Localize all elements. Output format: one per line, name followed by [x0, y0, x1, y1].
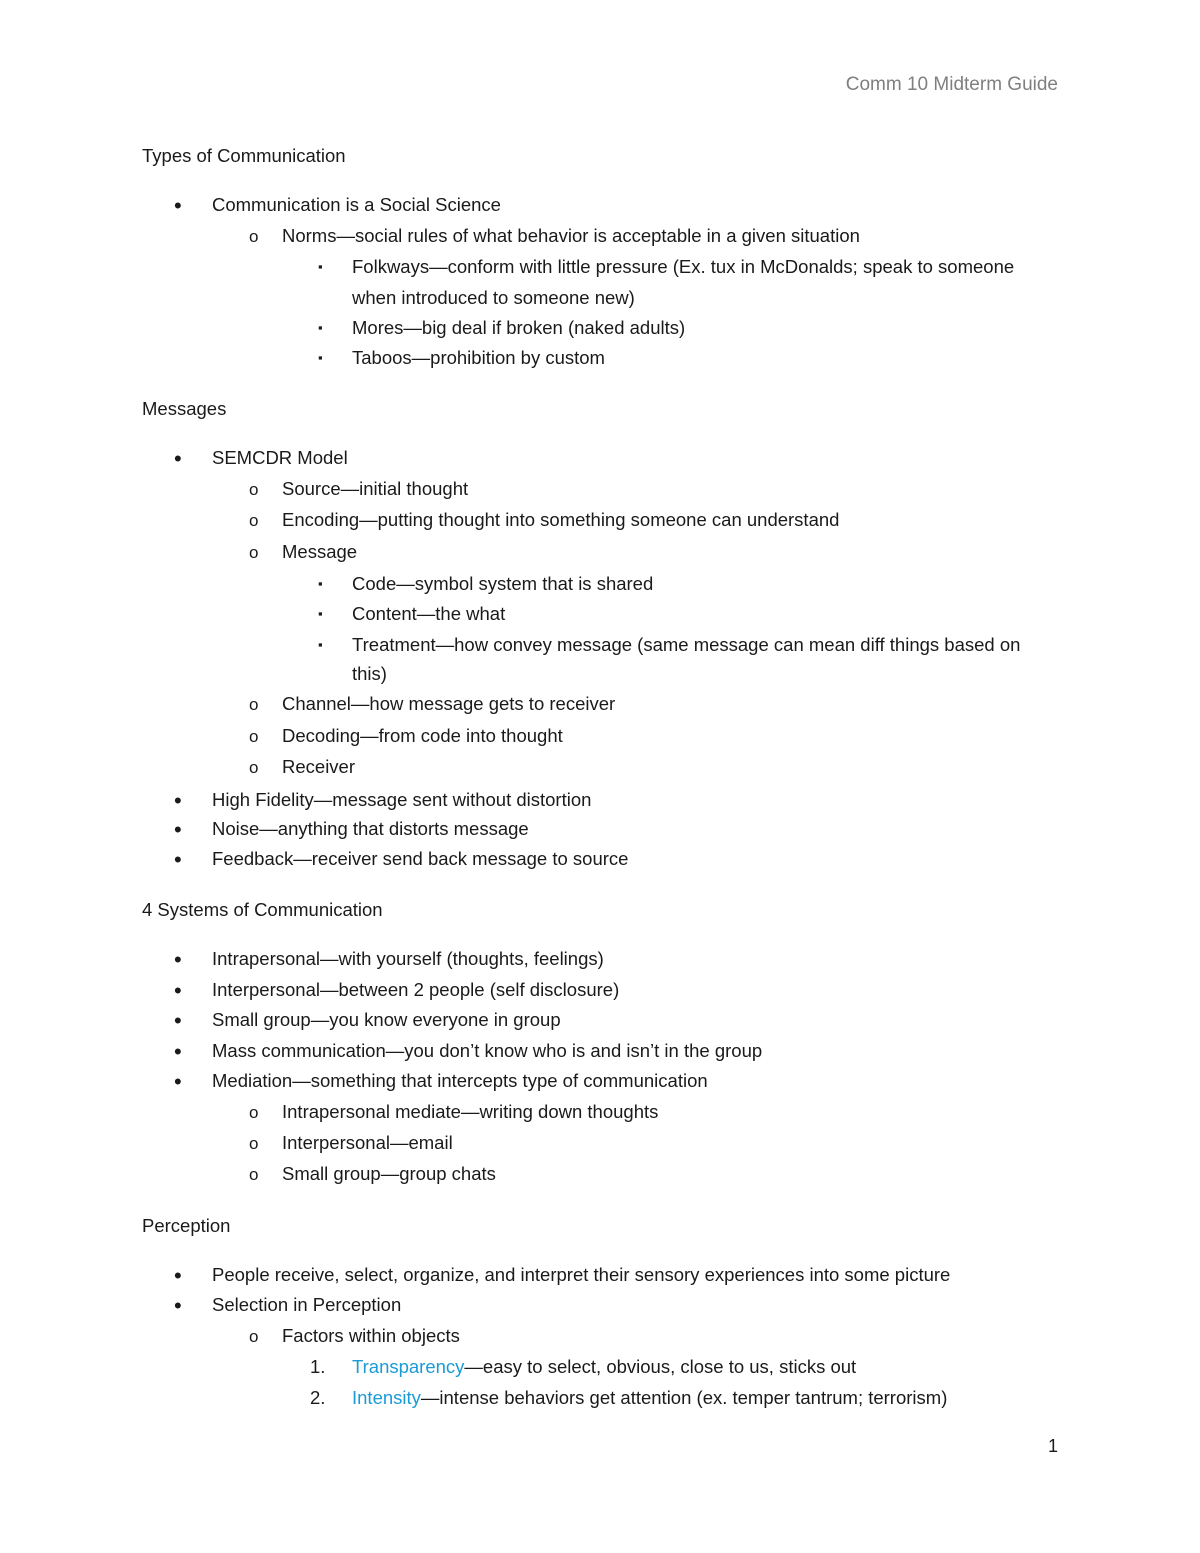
circle-bullet: o: [249, 1134, 259, 1153]
list-item: Folkways—conform with little pressure (Ex. tux in McDonalds; speak to someone: [352, 256, 1015, 277]
disc-bullet: •: [174, 1069, 182, 1094]
list-item: Interpersonal—email: [282, 1132, 453, 1153]
term-transparency: Transparency: [352, 1356, 465, 1377]
list-item: Channel—how message gets to receiver: [282, 693, 616, 714]
list-item: Taboos—prohibition by custom: [352, 347, 605, 368]
disc-bullet: •: [174, 1008, 182, 1033]
circle-bullet: o: [249, 511, 259, 530]
list-item: Interpersonal—between 2 people (self disclosure): [212, 979, 620, 1000]
list-item: Mediation—something that intercepts type of communication: [212, 1070, 708, 1091]
disc-bullet: •: [174, 1263, 182, 1288]
list-item: High Fidelity—message sent without distortion: [212, 789, 592, 810]
disc-bullet: •: [174, 1039, 182, 1064]
circle-bullet: o: [249, 480, 259, 499]
list-item: Small group—you know everyone in group: [212, 1009, 561, 1030]
list-item-continuation: this): [352, 663, 387, 684]
list-item: Treatment—how convey message (same message can mean diff things based on: [352, 634, 1021, 655]
disc-bullet: •: [174, 788, 182, 813]
list-item: Source—initial thought: [282, 478, 469, 499]
page-number: 1: [1047, 1436, 1058, 1456]
section-heading-messages: Messages: [142, 398, 227, 419]
square-bullet: ▪: [318, 637, 323, 652]
list-item: Code—symbol system that is shared: [352, 573, 654, 594]
square-bullet: ▪: [318, 320, 323, 335]
list-number: 2.: [310, 1387, 326, 1408]
circle-bullet: o: [249, 1327, 259, 1346]
section-heading-perception: Perception: [142, 1215, 231, 1236]
list-item: Encoding—putting thought into something someone can understand: [282, 509, 840, 530]
list-item: Feedback—receiver send back message to source: [212, 848, 629, 869]
circle-bullet: o: [249, 543, 259, 562]
list-item: SEMCDR Model: [212, 447, 348, 468]
list-item: Message: [282, 541, 358, 562]
running-header: Comm 10 Midterm Guide: [845, 74, 1058, 95]
list-item: Mores—big deal if broken (naked adults): [352, 317, 686, 338]
list-item: Content—the what: [352, 603, 506, 624]
square-bullet: ▪: [318, 576, 323, 591]
list-item: Receiver: [282, 756, 355, 777]
disc-bullet: •: [174, 947, 182, 972]
list-item: Noise—anything that distorts message: [212, 818, 529, 839]
list-item-continuation: when introduced to someone new): [352, 287, 635, 308]
list-item: Factors within objects: [282, 1325, 460, 1346]
numbered-item: [352, 1356, 856, 1378]
square-bullet: ▪: [318, 606, 323, 621]
circle-bullet: o: [249, 727, 259, 746]
section-heading-systems: 4 Systems of Communication: [142, 899, 383, 920]
list-item: Selection in Perception: [212, 1294, 402, 1315]
disc-bullet: •: [174, 978, 182, 1003]
disc-bullet: •: [174, 847, 182, 872]
list-item: Communication is a Social Science: [212, 194, 501, 215]
list-item: Decoding—from code into thought: [282, 725, 563, 746]
list-number: 1.: [310, 1356, 326, 1377]
term-definition: —intense behaviors get attention (ex. temper tantrum; terrorism): [420, 1387, 948, 1408]
circle-bullet: o: [249, 227, 259, 246]
disc-bullet: •: [174, 817, 182, 842]
term-intensity: Intensity: [352, 1387, 421, 1408]
disc-bullet: •: [174, 193, 182, 218]
list-item: People receive, select, organize, and interpret their sensory experiences into some picture: [212, 1264, 951, 1285]
disc-bullet: •: [174, 446, 182, 471]
list-item: Mass communication—you don’t know who is and isn’t in the group: [212, 1040, 763, 1061]
circle-bullet: o: [249, 695, 259, 714]
list-item: Intrapersonal mediate—writing down thoughts: [282, 1101, 659, 1122]
circle-bullet: o: [249, 1103, 259, 1122]
numbered-item: [352, 1387, 947, 1409]
circle-bullet: o: [249, 1165, 259, 1184]
square-bullet: ▪: [318, 350, 323, 365]
term-definition: —easy to select, obvious, close to us, sticks out: [464, 1356, 857, 1377]
list-item: Small group—group chats: [282, 1163, 496, 1184]
square-bullet: ▪: [318, 259, 323, 274]
circle-bullet: o: [249, 758, 259, 777]
disc-bullet: •: [174, 1293, 182, 1318]
list-item: Intrapersonal—with yourself (thoughts, feelings): [212, 948, 604, 969]
list-item: Norms—social rules of what behavior is acceptable in a given situation: [282, 225, 860, 246]
section-heading-types: Types of Communication: [142, 145, 346, 166]
